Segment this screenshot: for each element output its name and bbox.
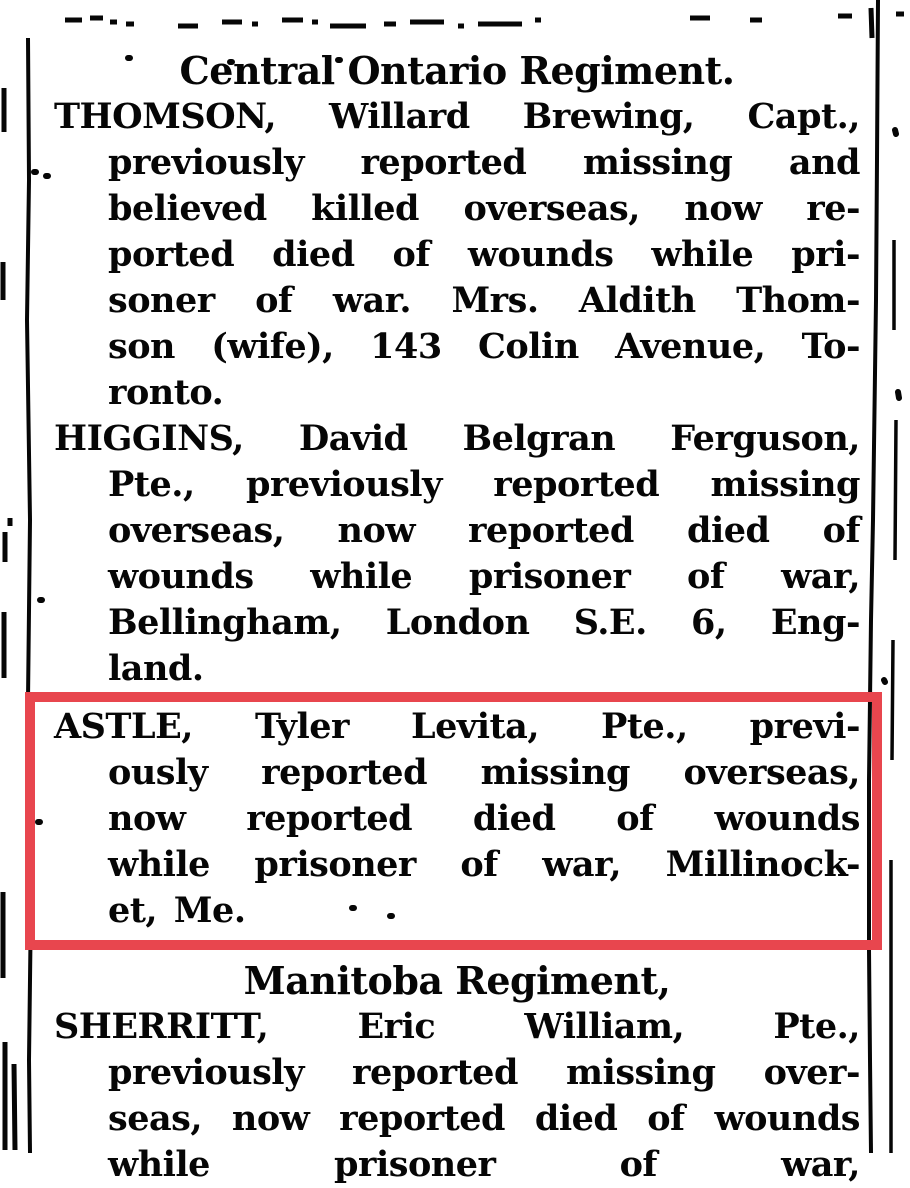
page-edge-left-fragments (3, 88, 15, 1150)
entry-line: et, Me. (108, 890, 246, 931)
entry-line: Pte., previously reported missing (108, 464, 860, 505)
entry-line: ously reported missing overseas, (108, 752, 860, 793)
entry-line: believed killed overseas, now re- (108, 188, 860, 229)
entry-line: while prisoner of war, Millinock- (108, 844, 860, 885)
entry-line-clipped: while prisoner of war, (108, 1144, 860, 1185)
entry-line: ASTLE, Tyler Levita, Pte., previ- (54, 706, 860, 747)
entry-line: soner of war. Mrs. Aldith Thom- (108, 280, 860, 321)
highlight-box (25, 692, 882, 950)
entry-line: THOMSON, Willard Brewing, Capt., (54, 96, 860, 137)
text-column (54, 48, 860, 1188)
entry-line: ported died of wounds while pri- (108, 234, 860, 275)
entry-line: previously reported missing over- (108, 1052, 860, 1093)
entry-line: Bellingham, London S.E. 6, Eng- (108, 602, 860, 643)
entry-thomson (54, 94, 860, 416)
entry-line: seas, now reported died of wounds (108, 1098, 860, 1139)
entry-line: previously reported missing and (108, 142, 860, 183)
section-heading-manitoba: Manitoba Regiment, (243, 958, 671, 1003)
entry-astle (54, 704, 860, 934)
entry-line: SHERRITT, Eric William, Pte., (54, 1006, 860, 1047)
entry-higgins (54, 416, 860, 692)
entry-line: wounds while prisoner of war, (108, 556, 860, 597)
entry-line: ronto. (108, 372, 224, 413)
entry-sherritt (54, 1004, 860, 1188)
section-heading-central-ontario: Central Ontario Regiment. (179, 48, 735, 93)
entry-line: son (wife), 143 Colin Avenue, To- (108, 326, 860, 367)
entry-line: HIGGINS, David Belgran Ferguson, (54, 418, 860, 459)
column-rule-left (27, 38, 31, 1153)
entry-line: now reported died of wounds (108, 798, 860, 839)
entry-line: land. (108, 648, 204, 689)
cropped-text-fragments-top (65, 8, 904, 38)
entry-line: overseas, now reported died of (108, 510, 860, 551)
column-rule-right-outer (891, 240, 896, 1153)
column-rule-right (869, 0, 878, 1153)
